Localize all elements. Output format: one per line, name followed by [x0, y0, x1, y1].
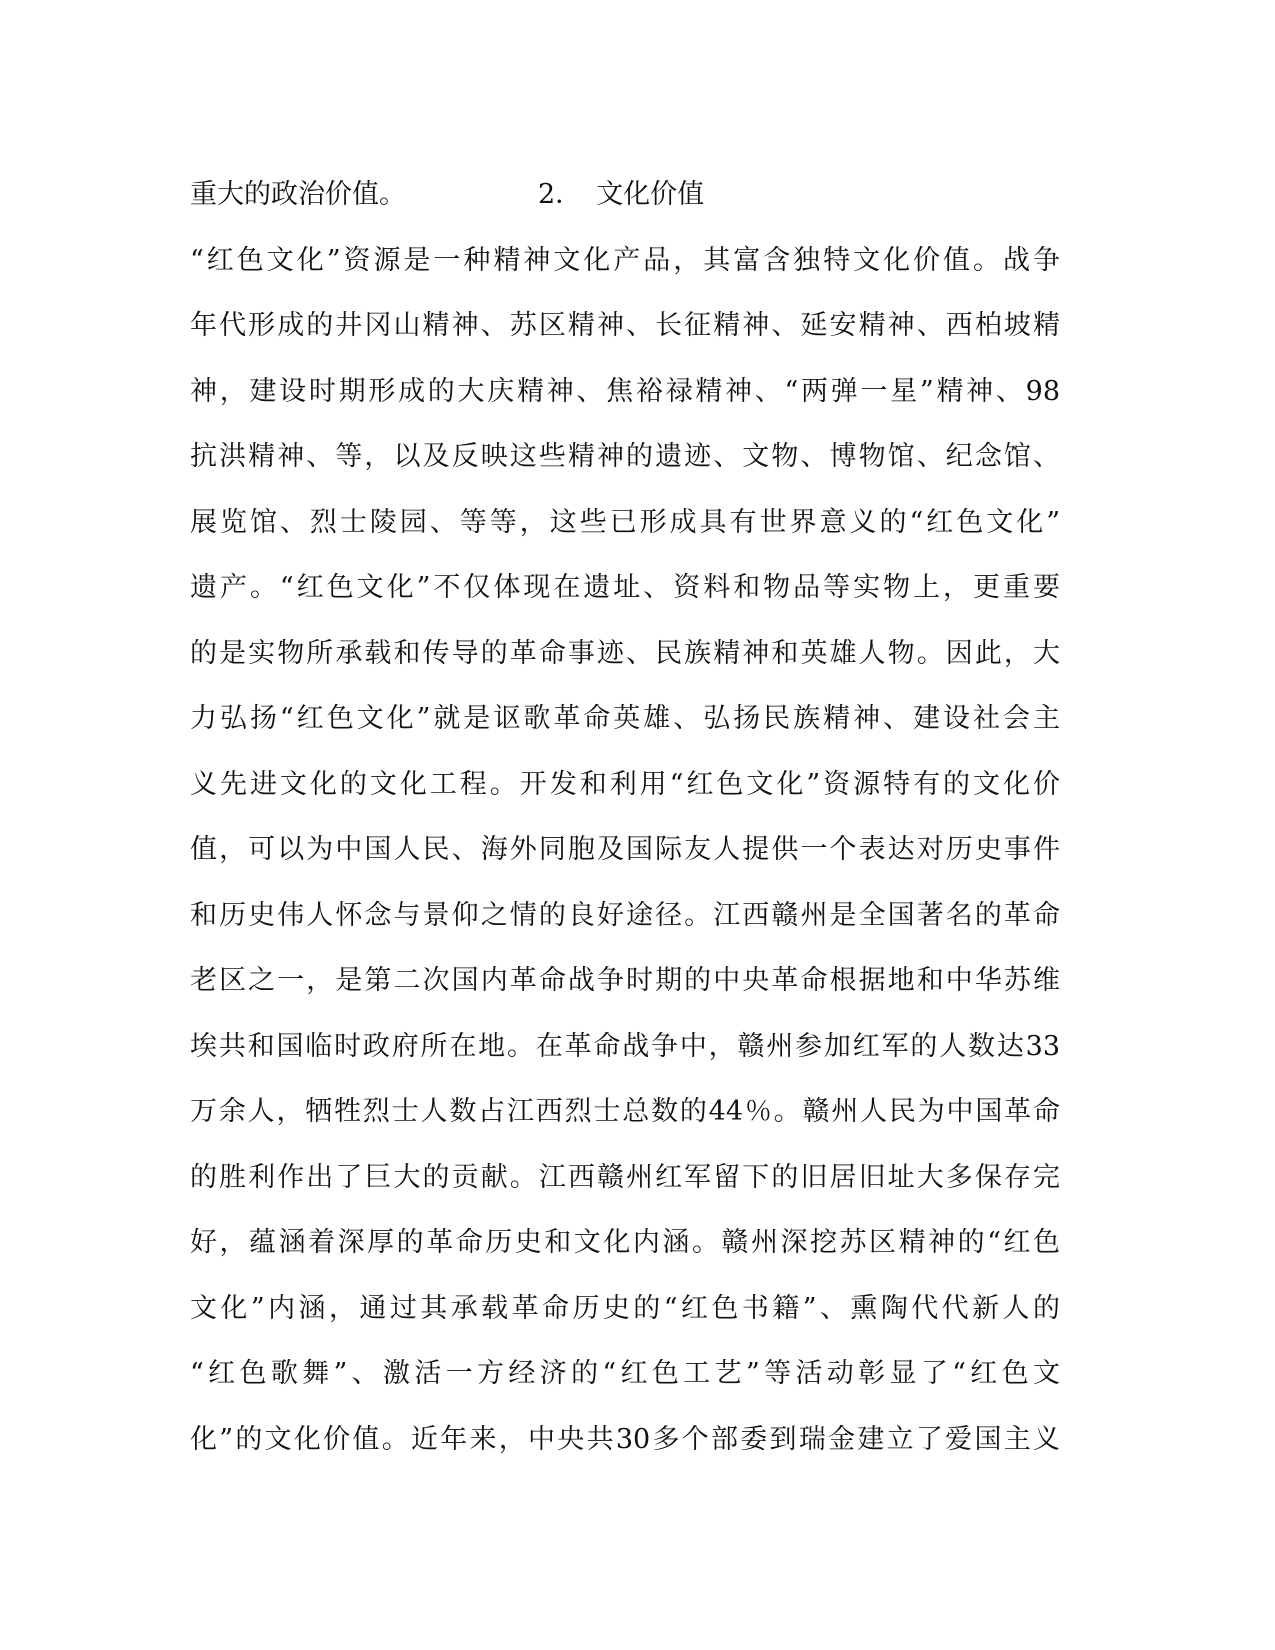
text-line: 的是实物所承载和传导的革命事迹、民族精神和英雄人物。因此，大 — [190, 637, 1060, 669]
preceding-sentence-end: 重大的政治价值。 — [190, 179, 406, 210]
section-heading-line — [190, 162, 1060, 228]
text-line: 抗洪精神、等，以及反映这些精神的遗迹、文物、博物馆、纪念馆、 — [190, 441, 1060, 472]
text-line: “红色歌舞”、激活一方经济的“红色工艺”等活动彰显了“红色文 — [190, 1358, 1060, 1389]
text-line: “红色文化”资源是一种精神文化产品，其富含独特文化价值。战争 — [190, 244, 1060, 276]
section-number: 2． — [538, 179, 583, 210]
text-line: 神，建设时期形成的大庆精神、焦裕禄精神、“两弹一星”精神、98 — [190, 375, 1060, 407]
text-line: 年代形成的井冈山精神、苏区精神、长征精神、延安精神、西柏坡精 — [190, 310, 1060, 341]
text-line: 文化”内涵，通过其承载革命历史的“红色书籍”、熏陶代代新人的 — [190, 1292, 1060, 1324]
section-title: 文化价值 — [596, 179, 705, 210]
text-line: 力弘扬“红色文化”就是讴歌革命英雄、弘扬民族精神、建设社会主 — [190, 703, 1060, 734]
body-text — [190, 162, 1060, 1472]
text-line: 老区之一，是第二次国内革命战争时期的中央革命根据地和中华苏维 — [190, 965, 1060, 996]
text-line: 的胜利作出了巨大的贡献。江西赣州红军留下的旧居旧址大多保存完 — [190, 1161, 1060, 1193]
text-line: 好，蕴涵着深厚的革命历史和文化内涵。赣州深挖苏区精神的“红色 — [190, 1227, 1060, 1258]
text-line: 化”的文化价值。近年来，中央共30多个部委到瑞金建立了爱国主义 — [190, 1423, 1060, 1455]
text-line: 义先进文化的文化工程。开发和利用“红色文化”资源特有的文化价 — [190, 768, 1060, 800]
text-line: 和历史伟人怀念与景仰之情的良好途径。江西赣州是全国著名的革命 — [190, 899, 1060, 931]
text-line: 遗产。“红色文化”不仅体现在遗址、资料和物品等实物上，更重要 — [190, 572, 1060, 603]
text-line: 展览馆、烈士陵园、等等，这些已形成具有世界意义的“红色文化” — [190, 506, 1060, 538]
text-line: 埃共和国临时政府所在地。在革命战争中，赣州参加红军的人数达33 — [190, 1030, 1060, 1062]
text-line: 万余人，牺牲烈士人数占江西烈士总数的44％。赣州人民为中国革命 — [190, 1096, 1060, 1127]
text-line: 值，可以为中国人民、海外同胞及国际友人提供一个表达对历史事件 — [190, 834, 1060, 865]
